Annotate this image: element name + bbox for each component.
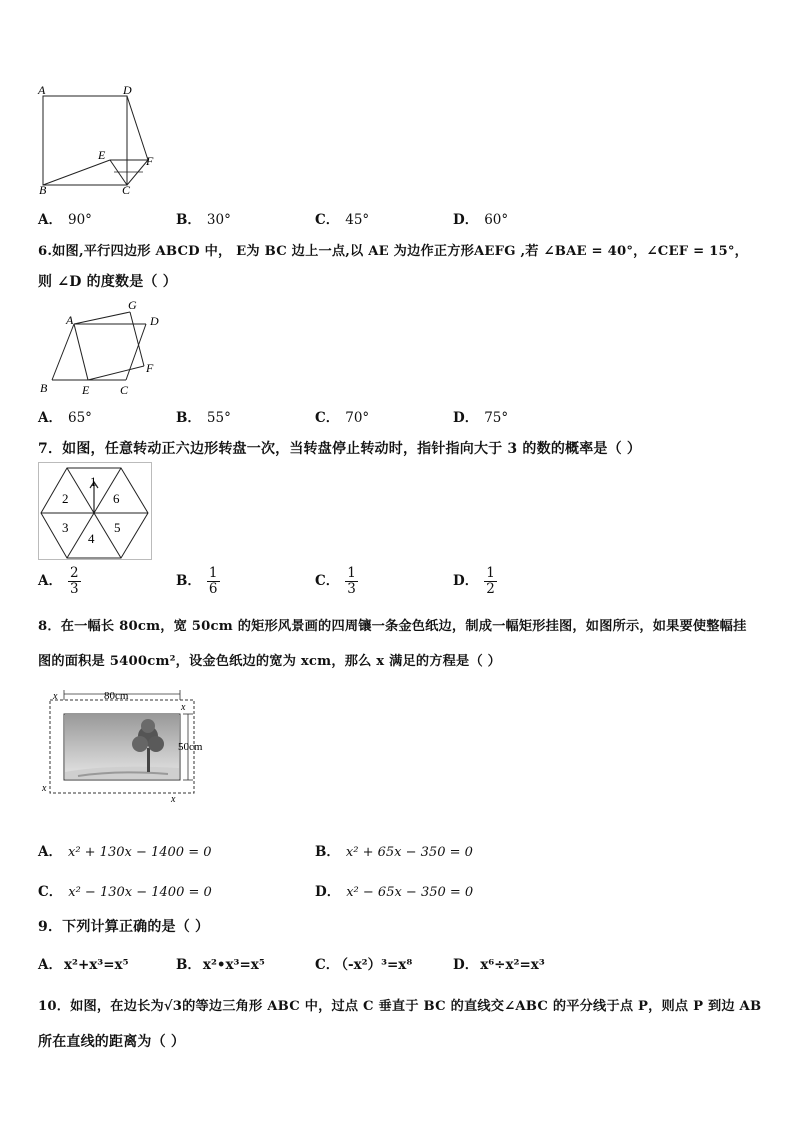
q5-option-a[interactable]: A． 90°: [38, 212, 92, 228]
q8-framed-picture-figure: [38, 688, 210, 808]
q8-option-b[interactable]: B． x² + 65x − 350 = 0: [315, 844, 473, 860]
q6-label-g: G: [128, 298, 137, 312]
q6-label-e: E: [82, 383, 90, 397]
q6-option-b[interactable]: B． 55°: [176, 410, 231, 426]
q5-label-f: F: [146, 154, 154, 168]
q8-x-label-top-right: x: [181, 702, 186, 713]
q8-stem-line1: 8．在一幅长 80cm，宽 50cm 的矩形风景画的四周镶一条金色纸边，制成一幅矩形挂图，如图所示，如果要使整幅挂: [38, 619, 747, 634]
q8-x-label-top-left: x: [53, 691, 58, 702]
q8-stem-line2: 图的面积是 5400cm²，设金色纸边的宽为 xcm，那么 x 满足的方程是（ ）: [38, 654, 502, 669]
q5-option-c[interactable]: C． 45°: [315, 212, 370, 228]
q9-option-b[interactable]: B． x²•x³=x⁵: [176, 957, 265, 973]
q5-label-c: C: [122, 183, 131, 194]
q7-option-a[interactable]: A． $\frac{2}{3}$: [38, 565, 79, 597]
q6-label-f: F: [146, 361, 154, 375]
q10-stem-line2: 所在直线的距离为（ ）: [38, 1034, 186, 1050]
q7-sector-2: 2: [62, 491, 69, 506]
q9-option-a[interactable]: A． x²+x³=x⁵: [38, 957, 129, 973]
q10-stem-line1: 10．如图，在边长为√3的等边三角形 ABC 中，过点 C 垂直于 BC 的直线交∠ABC 的平分线于点 P，则点 P 到边 AB: [38, 999, 762, 1014]
q6-option-c[interactable]: C． 70°: [315, 410, 370, 426]
q6-label-a: A: [66, 313, 74, 327]
q7-sector-1: 1: [90, 474, 97, 489]
q8-option-c[interactable]: C． x² − 130x − 1400 = 0: [38, 884, 212, 900]
q6-stem-line1: 6.如图,平行四边形 ABCD 中， E为 BC 边上一点,以 AE 为边作正方形AEFG ,若 ∠BAE = 40°，∠CEF = 15°，: [38, 244, 749, 259]
q5-label-e: E: [98, 148, 106, 162]
q6-option-d[interactable]: D． 75°: [453, 410, 509, 426]
q7-stem-line1: 7．如图，任意转动正六边形转盘一次，当转盘停止转动时，指针指向大于 3 的数的概率是（ ）: [38, 441, 642, 457]
q8-option-d[interactable]: D． x² − 65x − 350 = 0: [315, 884, 474, 900]
q7-option-c[interactable]: C． $\frac{1}{3}$: [315, 565, 356, 597]
q5-label-b: B: [39, 183, 47, 194]
q7-hexagon-spinner: [38, 462, 152, 560]
q6-label-d: D: [150, 314, 159, 328]
q7-option-b[interactable]: B． $\frac{1}{6}$: [176, 565, 218, 597]
q5-option-d[interactable]: D． 60°: [453, 212, 509, 228]
q7-sector-3: 3: [62, 520, 69, 535]
q5-label-d: D: [123, 83, 132, 97]
q8-option-a[interactable]: A． x² + 130x − 1400 = 0: [38, 844, 212, 860]
q7-option-d[interactable]: D． $\frac{1}{2}$: [453, 565, 495, 597]
q7-sector-5: 5: [114, 520, 121, 535]
q5-option-b[interactable]: B． 30°: [176, 212, 231, 228]
q6-stem-line2: 则 ∠D 的度数是（ ）: [38, 274, 177, 290]
q8-width-label: 80cm: [104, 690, 129, 702]
q7-sector-4: 4: [88, 531, 95, 546]
q9-option-c[interactable]: C． （-x²）³=x⁸: [315, 957, 413, 973]
q9-option-d[interactable]: D． x⁶÷x²=x³: [453, 957, 545, 973]
q8-x-label-bottom-left: x: [42, 783, 47, 794]
q6-figure: [34, 298, 170, 398]
q6-label-c: C: [120, 383, 129, 397]
q6-label-b: B: [40, 381, 48, 395]
q8-x-label-bottom-right: x: [171, 794, 176, 805]
q5-label-a: A: [38, 83, 46, 97]
q7-sector-6: 6: [113, 491, 120, 506]
q9-stem: 9．下列计算正确的是（ ）: [38, 919, 210, 935]
q5-figure: [34, 82, 164, 194]
q6-option-a[interactable]: A． 65°: [38, 410, 92, 426]
q8-height-label: 50cm: [178, 741, 203, 753]
